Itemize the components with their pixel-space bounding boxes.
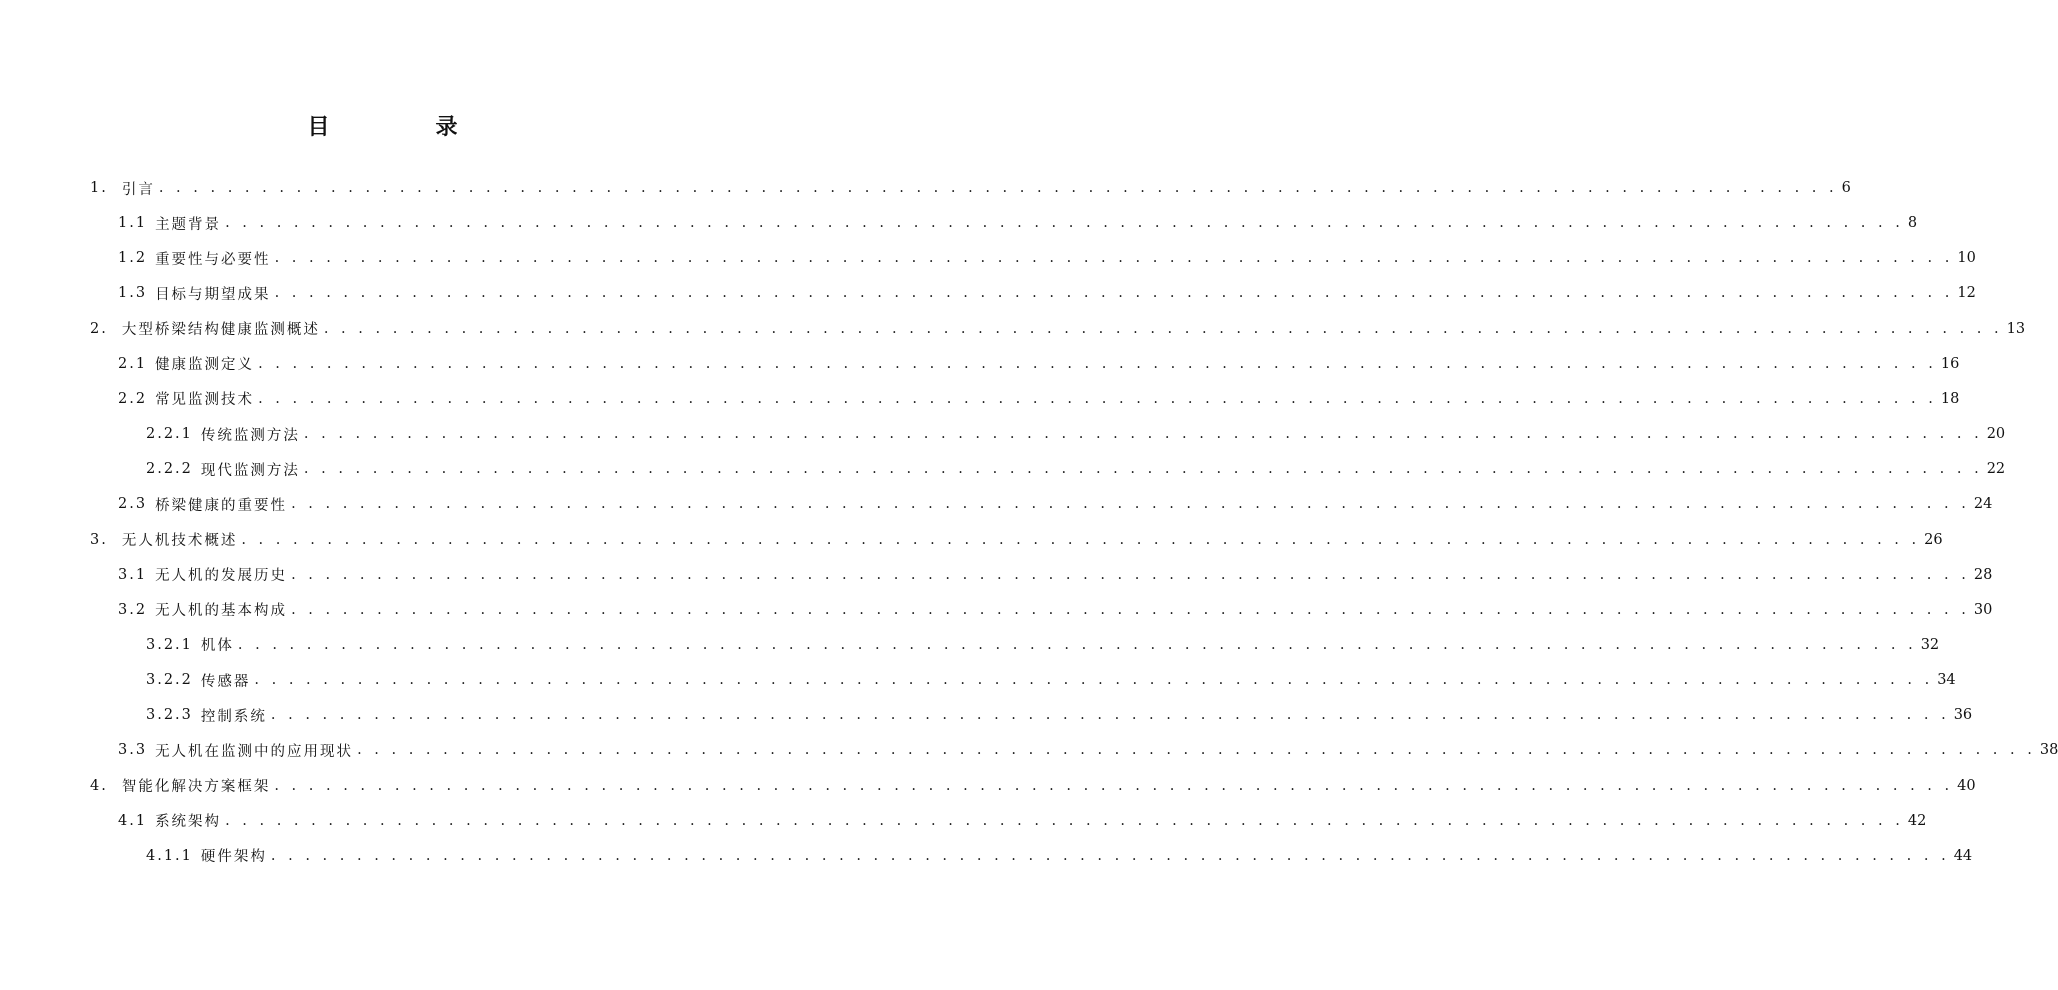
toc-entry-number: 2.1	[118, 355, 148, 372]
toc-entry-number: 1.3	[118, 285, 148, 302]
toc-dot-leader: . . . . . . . . . . . . . . . . . . . . . . . . . . . . . . . . . . . . . . . . . . . . . . . . . . . . . . . . . . . . . . . . . . . . . . . . . . . . . . . . . . . . . . . . . . . . . . . . . .	[158, 180, 1838, 196]
toc-entry-page: 38	[2039, 742, 2058, 759]
toc-entry-number: 3.1	[118, 566, 148, 583]
toc-entry-number: 1.	[90, 180, 108, 196]
toc-entry-number: 2.2.1	[146, 426, 193, 443]
toc-entry-title: 硬件架构	[200, 849, 267, 866]
toc-entry[interactable]	[90, 771, 1976, 801]
toc-entry-page: 24	[1973, 496, 1993, 513]
toc-entry[interactable]	[146, 454, 2006, 484]
toc-entry-number: 3.2.3	[146, 707, 193, 724]
toc-entry[interactable]	[118, 243, 1976, 273]
toc-entry-number: 3.2	[118, 601, 148, 618]
toc-entry[interactable]	[90, 173, 1851, 203]
toc-entry[interactable]	[118, 384, 1960, 414]
toc-dot-leader: . . . . . . . . . . . . . . . . . . . . . . . . . . . . . . . . . . . . . . . . . . . . . . . . . . . . . . . . . . . . . . . . . . . . . . . . . . . . . . . . . . . . . . . . . . . . . . . . . .	[225, 812, 1904, 829]
toc-dot-leader: . . . . . . . . . . . . . . . . . . . . . . . . . . . . . . . . . . . . . . . . . . . . . . . . . . . . . . . . . . . . . . . . . . . . . . . . . . . . . . . . . . . . . . . . . . . . . . . . . .	[237, 636, 1917, 653]
toc-entry-page: 26	[1924, 531, 1943, 548]
toc-entry[interactable]	[90, 314, 2026, 344]
toc-entry[interactable]	[118, 806, 1927, 836]
toc-entry[interactable]	[118, 735, 2058, 765]
toc-entry[interactable]	[146, 630, 1940, 660]
toc-entry-page: 18	[1940, 390, 1960, 407]
toc-entry-title: 引言	[121, 181, 155, 198]
toc-dot-leader: . . . . . . . . . . . . . . . . . . . . . . . . . . . . . . . . . . . . . . . . . . . . . . . . . . . . . . . . . . . . . . . . . . . . . . . . . . . . . . . . . . . . . . . . . . . . . . . . . .	[258, 390, 1937, 407]
toc-entry-title: 无人机在监测中的应用现状	[155, 743, 354, 760]
toc-entry-title: 传感器	[200, 673, 251, 690]
toc-dot-leader: . . . . . . . . . . . . . . . . . . . . . . . . . . . . . . . . . . . . . . . . . . . . . . . . . . . . . . . . . . . . . . . . . . . . . . . . . . . . . . . . . . . . . . . . . . . . . . . . . .	[274, 250, 1954, 267]
toc-dot-leader: . . . . . . . . . . . . . . . . . . . . . . . . . . . . . . . . . . . . . . . . . . . . . . . . . . . . . . . . . . . . . . . . . . . . . . . . . . . . . . . . . . . . . . . . . . . . . . . . . .	[225, 215, 1904, 232]
toc-entry-page: 12	[1957, 285, 1976, 302]
toc-entry-page: 34	[1937, 672, 1956, 689]
toc-entry[interactable]	[118, 489, 1993, 519]
toc-entry[interactable]	[118, 349, 1960, 379]
toc-entry-title: 常见监测技术	[155, 392, 255, 409]
toc-entry-title: 主题背景	[155, 216, 222, 233]
toc-entry-title: 健康监测定义	[155, 357, 255, 374]
toc-entry-page: 20	[1986, 426, 2006, 443]
toc-entry-page: 40	[1957, 777, 1976, 794]
page-title: 目 录	[307, 115, 500, 140]
toc-dot-leader: . . . . . . . . . . . . . . . . . . . . . . . . . . . . . . . . . . . . . . . . . . . . . . . . . . . . . . . . . . . . . . . . . . . . . . . . . . . . . . . . . . . . . . . . . . . . . . . . . .	[303, 461, 1983, 478]
toc-entry-title: 智能化解决方案框架	[121, 779, 271, 796]
toc-dot-leader: . . . . . . . . . . . . . . . . . . . . . . . . . . . . . . . . . . . . . . . . . . . . . . . . . . . . . . . . . . . . . . . . . . . . . . . . . . . . . . . . . . . . . . . . . . . . . . . . . .	[357, 742, 2036, 759]
toc-entry-page: 10	[1957, 250, 1976, 267]
toc-entry-title: 无人机技术概述	[121, 533, 238, 549]
toc-entry-number: 4.1.1	[146, 847, 193, 864]
toc-dot-leader: . . . . . . . . . . . . . . . . . . . . . . . . . . . . . . . . . . . . . . . . . . . . . . . . . . . . . . . . . . . . . . . . . . . . . . . . . . . . . . . . . . . . . . . . . . . . . . . . . .	[270, 847, 1950, 864]
toc-entry-page: 36	[1953, 707, 1973, 724]
toc-entry-page: 32	[1920, 636, 1940, 653]
toc-entry-title: 目标与期望成果	[155, 286, 271, 303]
toc-dot-leader: . . . . . . . . . . . . . . . . . . . . . . . . . . . . . . . . . . . . . . . . . . . . . . . . . . . . . . . . . . . . . . . . . . . . . . . . . . . . . . . . . . . . . . . . . . . . . . . . . .	[291, 601, 1970, 618]
toc-entry[interactable]	[118, 278, 1976, 308]
toc-dot-leader: . . . . . . . . . . . . . . . . . . . . . . . . . . . . . . . . . . . . . . . . . . . . . . . . . . . . . . . . . . . . . . . . . . . . . . . . . . . . . . . . . . . . . . . . . . . . . . . . . .	[291, 496, 1970, 513]
toc-entry-number: 1.2	[118, 250, 148, 267]
toc-entry-page: 28	[1973, 566, 1993, 583]
toc-entry-number: 2.	[90, 320, 108, 337]
toc-entry[interactable]	[118, 595, 1993, 625]
toc-entry-number: 4.	[90, 777, 108, 794]
toc-entry-title: 无人机的发展历史	[155, 568, 288, 585]
toc-entry-title: 现代监测方法	[200, 462, 300, 479]
toc-entry-number: 4.1	[118, 812, 148, 829]
toc-entry-page: 16	[1940, 355, 1960, 372]
toc-entry-number: 3.3	[118, 742, 148, 759]
toc-dot-leader: . . . . . . . . . . . . . . . . . . . . . . . . . . . . . . . . . . . . . . . . . . . . . . . . . . . . . . . . . . . . . . . . . . . . . . . . . . . . . . . . . . . . . . . . . . . . . . . . . .	[291, 566, 1970, 583]
toc-entry-page: 44	[1953, 847, 1973, 864]
toc-entry-title: 大型桥梁结构健康监测概述	[121, 322, 320, 339]
toc-dot-leader: . . . . . . . . . . . . . . . . . . . . . . . . . . . . . . . . . . . . . . . . . . . . . . . . . . . . . . . . . . . . . . . . . . . . . . . . . . . . . . . . . . . . . . . . . . . . . . . . . .	[241, 531, 1921, 548]
toc-entry[interactable]	[146, 665, 1956, 695]
toc-dot-leader: . . . . . . . . . . . . . . . . . . . . . . . . . . . . . . . . . . . . . . . . . . . . . . . . . . . . . . . . . . . . . . . . . . . . . . . . . . . . . . . . . . . . . . . . . . . . . . . . . .	[323, 320, 2003, 337]
toc-entry-title: 机体	[200, 638, 234, 655]
toc-dot-leader: . . . . . . . . . . . . . . . . . . . . . . . . . . . . . . . . . . . . . . . . . . . . . . . . . . . . . . . . . . . . . . . . . . . . . . . . . . . . . . . . . . . . . . . . . . . . . . . . . .	[270, 707, 1950, 724]
toc-entry[interactable]	[146, 700, 1973, 730]
toc-entry-title: 无人机的基本构成	[155, 603, 288, 620]
toc-entry-page: 13	[2006, 320, 2026, 337]
toc-entry-page: 42	[1907, 812, 1927, 829]
toc-entry-number: 2.2	[118, 390, 148, 407]
toc-entry[interactable]	[146, 841, 1973, 871]
toc-entry-title: 传统监测方法	[200, 427, 300, 444]
toc-entry-number: 2.3	[118, 496, 148, 513]
toc-entry[interactable]	[118, 208, 1918, 238]
toc-dot-leader: . . . . . . . . . . . . . . . . . . . . . . . . . . . . . . . . . . . . . . . . . . . . . . . . . . . . . . . . . . . . . . . . . . . . . . . . . . . . . . . . . . . . . . . . . . . . . . . . . .	[254, 672, 1934, 689]
toc-dot-leader: . . . . . . . . . . . . . . . . . . . . . . . . . . . . . . . . . . . . . . . . . . . . . . . . . . . . . . . . . . . . . . . . . . . . . . . . . . . . . . . . . . . . . . . . . . . . . . . . . .	[274, 777, 1954, 794]
toc-entry-page: 8	[1907, 215, 1918, 232]
toc-entry-number: 2.2.2	[146, 461, 193, 478]
toc-entry[interactable]	[90, 525, 1943, 555]
toc-entry-title: 系统架构	[155, 814, 222, 831]
toc-entry-page: 30	[1973, 601, 1993, 618]
toc-dot-leader: . . . . . . . . . . . . . . . . . . . . . . . . . . . . . . . . . . . . . . . . . . . . . . . . . . . . . . . . . . . . . . . . . . . . . . . . . . . . . . . . . . . . . . . . . . . . . . . . . .	[258, 355, 1937, 372]
toc-entry-title: 桥梁健康的重要性	[155, 497, 288, 514]
toc-dot-leader: . . . . . . . . . . . . . . . . . . . . . . . . . . . . . . . . . . . . . . . . . . . . . . . . . . . . . . . . . . . . . . . . . . . . . . . . . . . . . . . . . . . . . . . . . . . . . . . . . .	[303, 426, 1983, 443]
toc-entry[interactable]	[146, 419, 2006, 449]
toc-entry-title: 重要性与必要性	[155, 251, 271, 268]
toc-entry-title: 控制系统	[200, 708, 267, 725]
toc-entry-number: 1.1	[118, 215, 148, 232]
toc-entry-number: 3.	[90, 531, 108, 548]
toc-dot-leader: . . . . . . . . . . . . . . . . . . . . . . . . . . . . . . . . . . . . . . . . . . . . . . . . . . . . . . . . . . . . . . . . . . . . . . . . . . . . . . . . . . . . . . . . . . . . . . . . . .	[274, 285, 1954, 302]
toc-entry-page: 6	[1841, 180, 1851, 196]
toc-entry-page: 22	[1986, 461, 2006, 478]
toc-entry-number: 3.2.1	[146, 636, 193, 653]
toc-entry[interactable]	[118, 560, 1993, 590]
toc-entry-number: 3.2.2	[146, 672, 193, 689]
